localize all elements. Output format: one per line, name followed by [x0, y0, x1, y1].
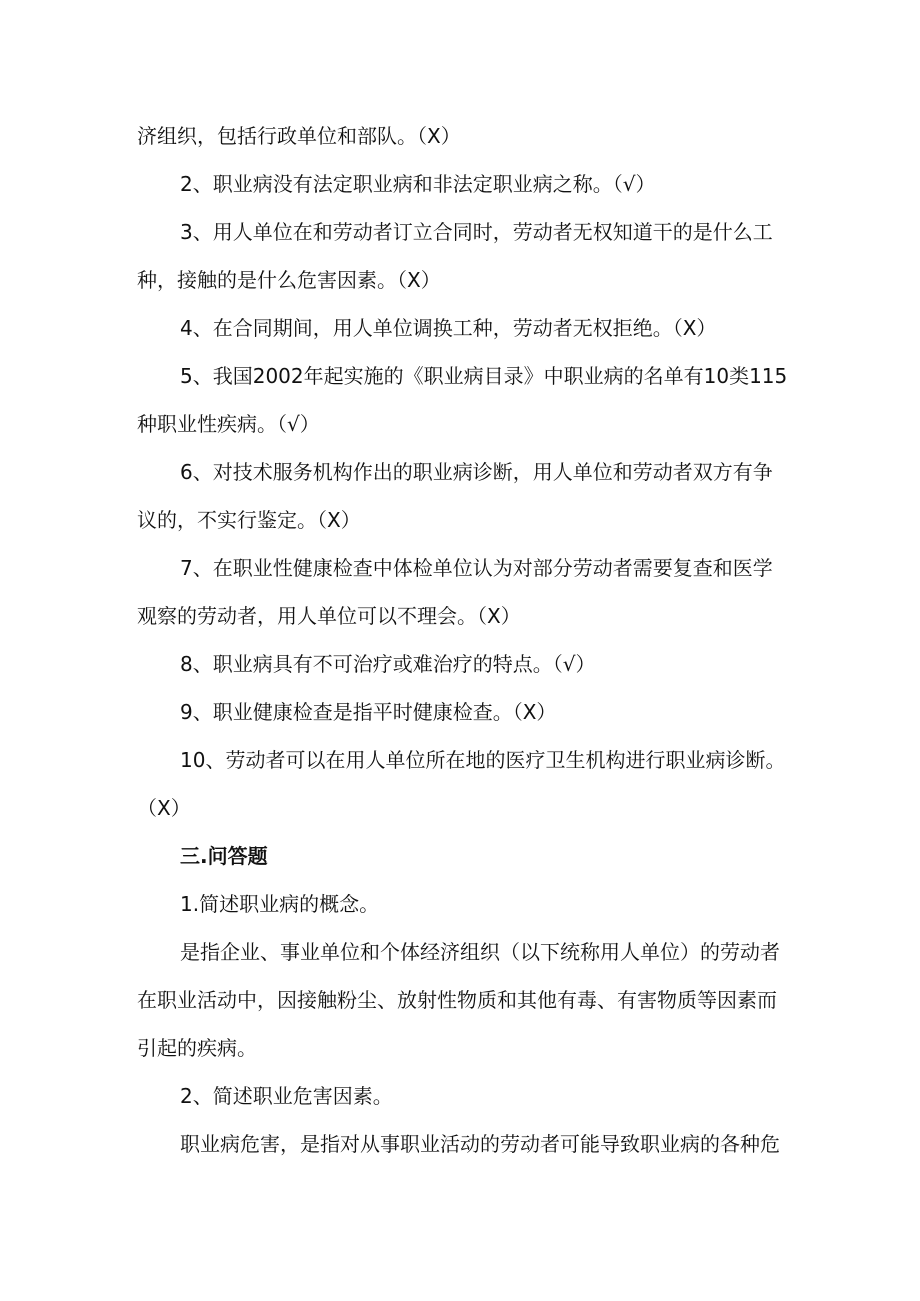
answer-1-line-2: 在职业活动中，因接触粉尘、放射性物质和其他有毒、有害物质等因素而 — [137, 988, 777, 1012]
true-false-item-4: 4、在合同期间，用人单位调换工种，劳动者无权拒绝。（X） — [180, 316, 717, 340]
true-false-item-5: 5、我国2002年起实施的《职业病目录》中职业病的名单有10类115 — [180, 364, 788, 388]
true-false-item-7-continued: 观察的劳动者，用人单位可以不理会。（X） — [137, 604, 521, 628]
true-false-item-9: 9、职业健康检查是指平时健康检查。（X） — [180, 700, 557, 724]
true-false-item-10-continued: （X） — [137, 796, 191, 820]
answer-1-line-1: 是指企业、事业单位和个体经济组织（以下统称用人单位）的劳动者 — [180, 940, 780, 964]
true-false-item-6-continued: 议的，不实行鉴定。（X） — [137, 508, 361, 532]
question-2: 2、简述职业危害因素。 — [180, 1084, 393, 1108]
true-false-item-2: 2、职业病没有法定职业病和非法定职业病之称。（√） — [180, 172, 656, 196]
section-heading-qa: 三.问答题 — [180, 844, 268, 868]
true-false-item-5-continued: 种职业性疾病。（√） — [137, 412, 320, 436]
document-body — [137, 112, 797, 1168]
answer-1-line-3: 引起的疾病。 — [137, 1036, 257, 1060]
question-1: 1.简述职业病的概念。 — [180, 892, 380, 916]
true-false-item-6: 6、对技术服务机构作出的职业病诊断，用人单位和劳动者双方有争 — [180, 460, 773, 484]
answer-2-line-1: 职业病危害，是指对从事职业活动的劳动者可能导致职业病的各种危 — [180, 1132, 780, 1156]
continued-answer-line: 济组织，包括行政单位和部队。（X） — [137, 124, 461, 148]
true-false-item-10: 10、劳动者可以在用人单位所在地的医疗卫生机构进行职业病诊断。 — [180, 748, 786, 772]
true-false-item-3-continued: 种，接触的是什么危害因素。（X） — [137, 268, 441, 292]
true-false-item-3: 3、用人单位在和劳动者订立合同时，劳动者无权知道干的是什么工 — [180, 220, 773, 244]
true-false-item-7: 7、在职业性健康检查中体检单位认为对部分劳动者需要复查和医学 — [180, 556, 773, 580]
true-false-item-8: 8、职业病具有不可治疗或难治疗的特点。（√） — [180, 652, 596, 676]
